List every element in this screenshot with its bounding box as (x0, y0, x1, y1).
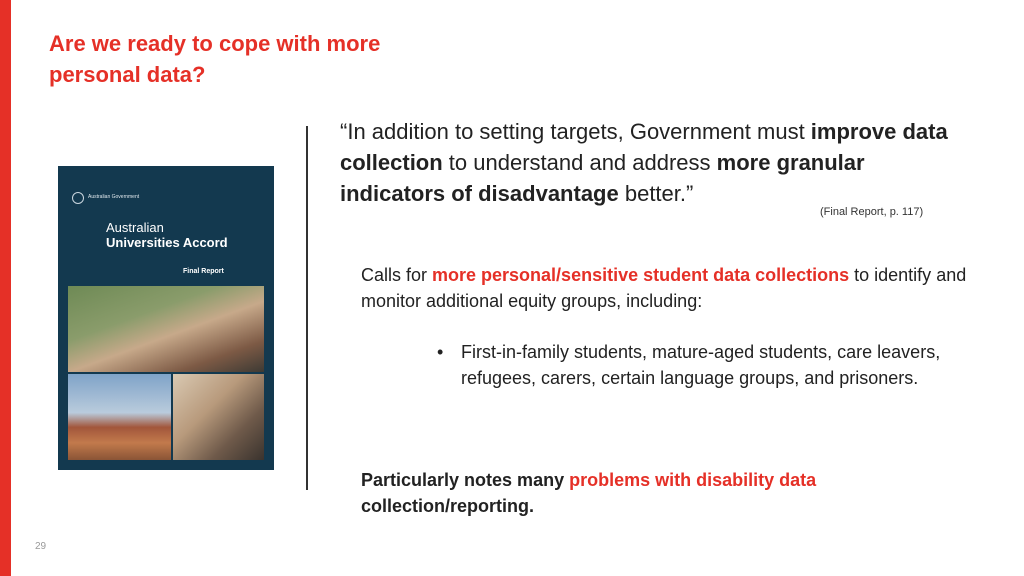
calls-paragraph (361, 262, 971, 314)
cover-photo-landscape (68, 374, 171, 460)
list-item: First-in-family students, mature-aged students, care leavers, refugees, carers, certain language groups, and prisoners. (461, 342, 941, 388)
cover-government-label: Australian Government (88, 194, 140, 200)
notes-prefix: Particularly notes many (361, 470, 570, 490)
calls-prefix: Calls for (361, 265, 433, 285)
calls-highlight: more personal/sensitive student data collections (432, 265, 850, 285)
quote-text-1: “In addition to setting targets, Government must (340, 119, 811, 144)
quote-emphasis-2: more granular indicators of disadvantage (340, 150, 865, 206)
bullet-icon: • (437, 342, 444, 362)
report-quote (340, 116, 960, 209)
quote-text-3: better.” (618, 181, 694, 206)
notes-paragraph (361, 467, 921, 519)
notes-suffix: collection/reporting. (361, 496, 535, 516)
notes-highlight: problems with disability data (569, 470, 817, 490)
report-cover-image (58, 166, 274, 470)
cover-title-line2: Universities Accord (106, 235, 228, 250)
cover-title-line1: Australian (106, 220, 164, 235)
accent-bar (0, 0, 11, 576)
coat-of-arms-icon (72, 192, 84, 204)
vertical-divider (306, 126, 308, 490)
slide-title: Are we ready to cope with more personal data? (49, 31, 381, 87)
cover-subtitle: Final Report (183, 268, 224, 275)
quote-citation: (Final Report, p. 117) (820, 206, 924, 218)
cover-photo-students (68, 286, 264, 372)
page-number: 29 (35, 541, 47, 552)
calls-suffix: to identify and monitor additional equity groups, including: (361, 265, 967, 311)
quote-text-2: to understand and address (442, 150, 717, 175)
quote-emphasis-1: improve data collection (340, 119, 948, 175)
cover-photo-classroom (173, 374, 264, 460)
